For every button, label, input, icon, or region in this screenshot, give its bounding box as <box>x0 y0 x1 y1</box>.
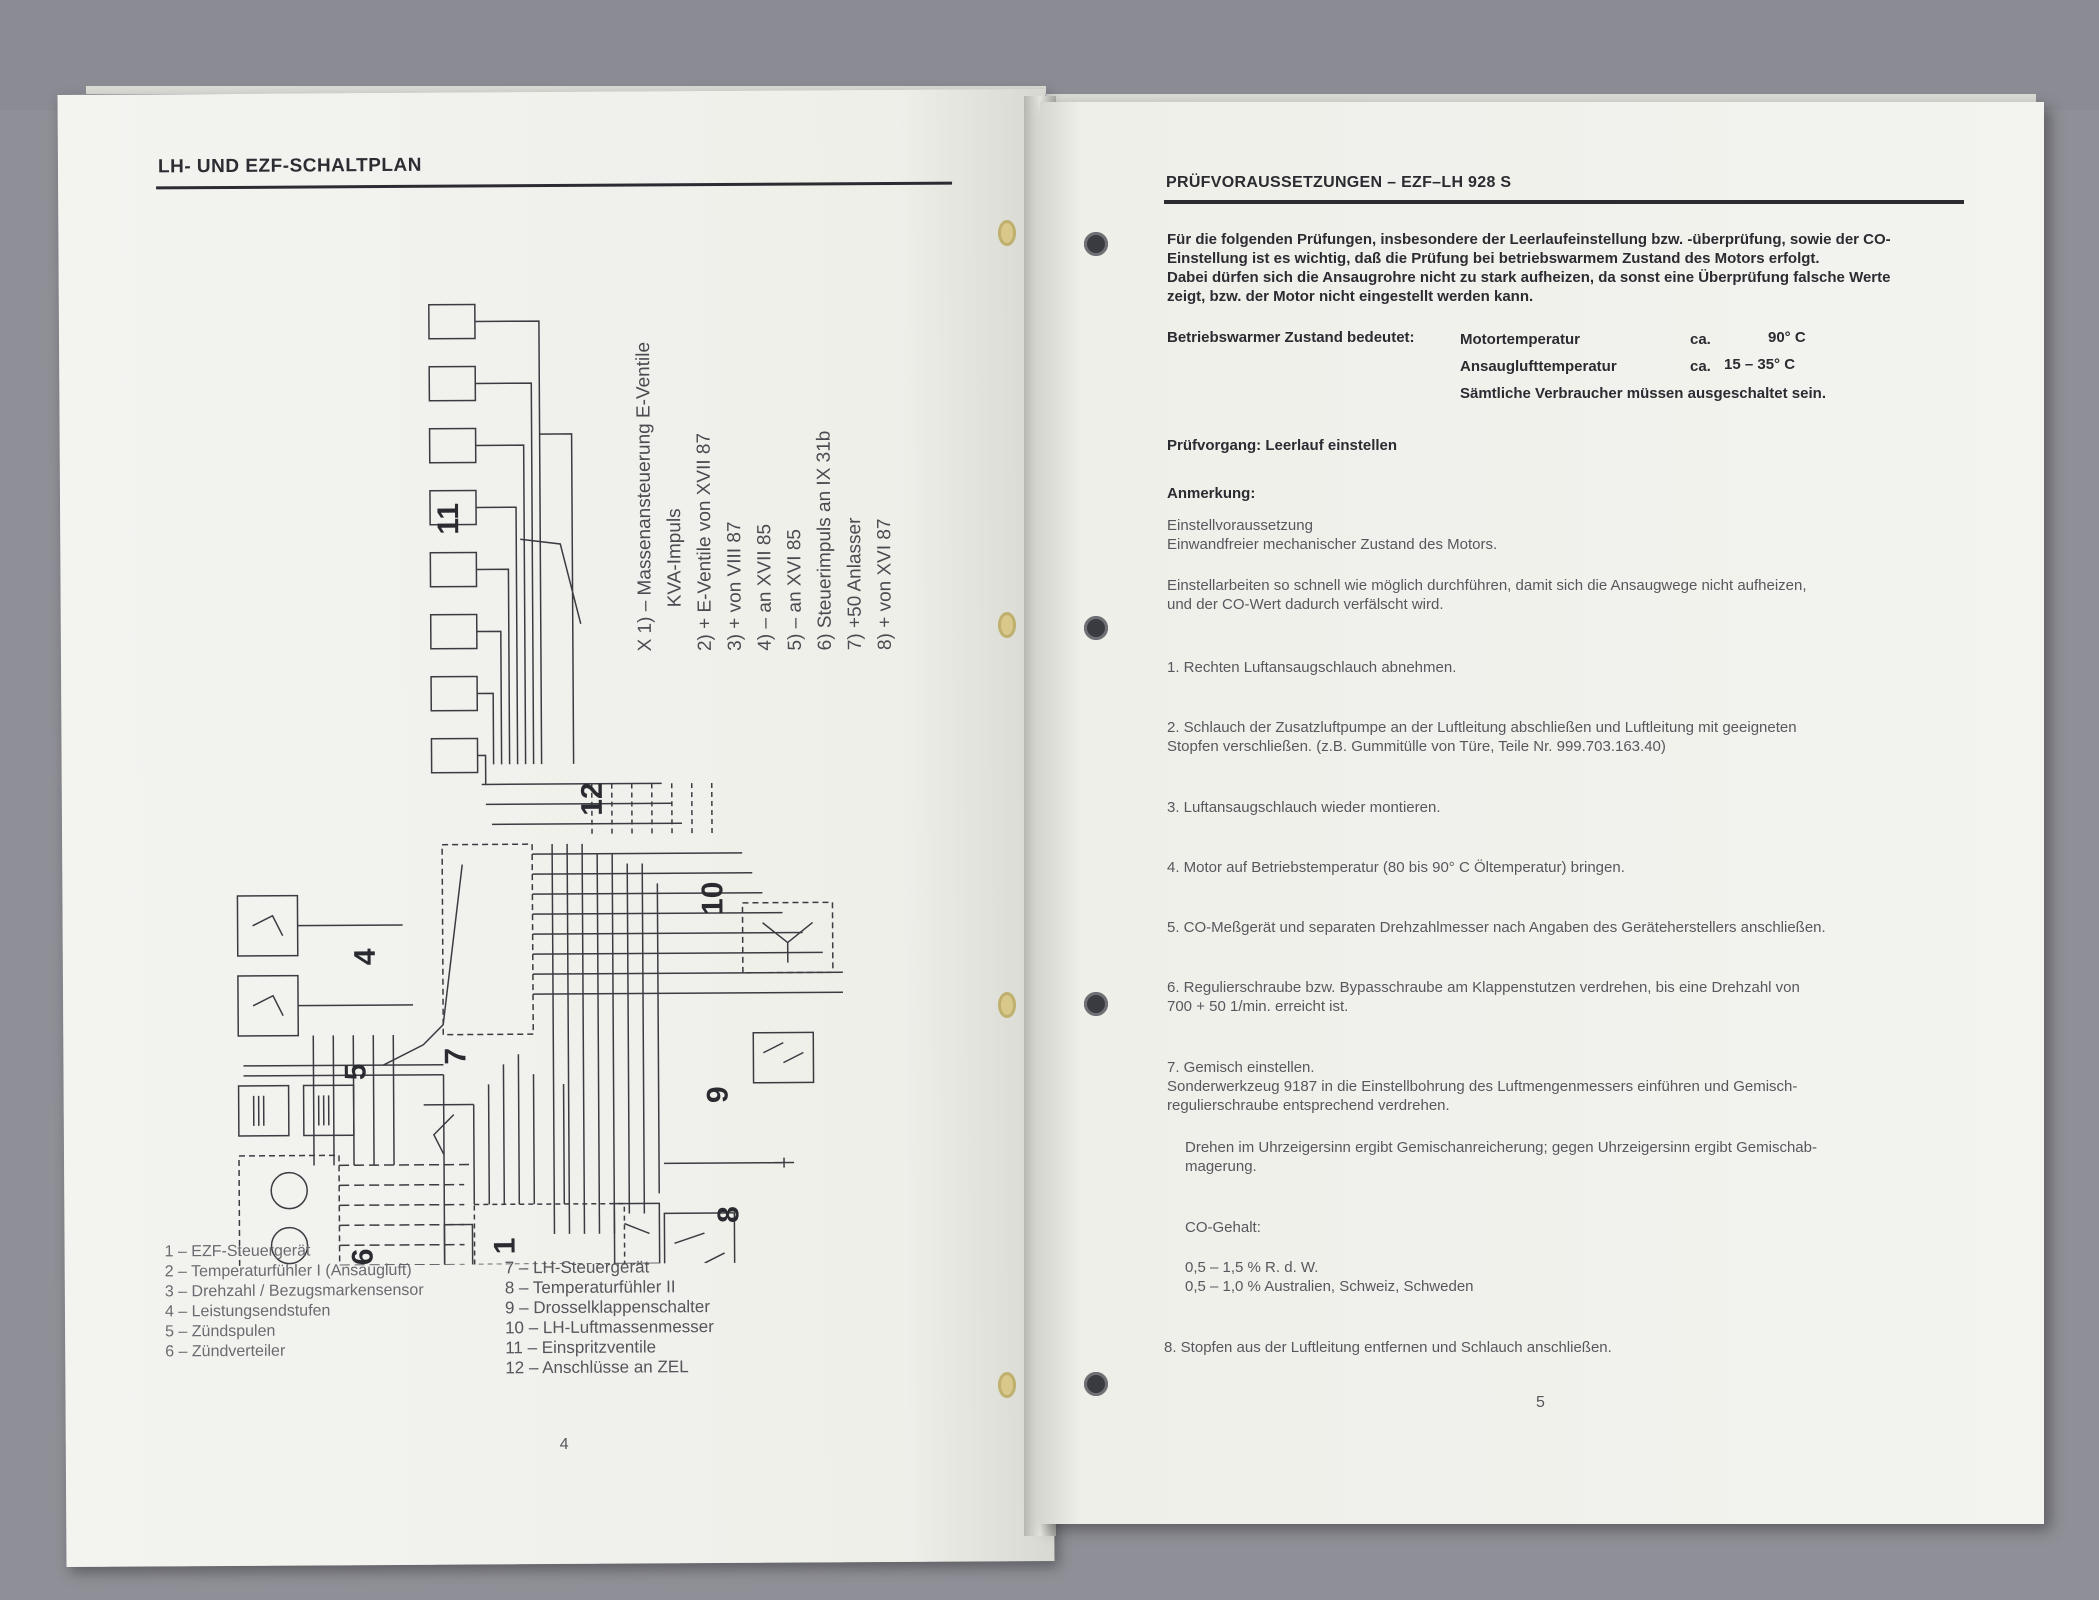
binder-hole <box>1084 1372 1108 1396</box>
pinout-line: 5) – an XVI 85 <box>784 529 806 651</box>
step: 8. Stopfen aus der Luftleitung entfernen und Schlauch anschließen. <box>1164 1339 1612 1356</box>
legend-item: 10 – LH-Luftmassenmesser <box>504 1317 714 1338</box>
binder-hole <box>1084 232 1108 256</box>
header-rule <box>1164 200 1964 204</box>
pinout-line: 6) Steuerimpuls an IX 31b <box>813 430 836 651</box>
condition-ca: ca. <box>1690 358 1711 375</box>
legend-item: 5 – Zündspulen <box>165 1322 276 1341</box>
legend-item: 1 – EZF-Steuergerät <box>164 1242 311 1261</box>
binder-hole <box>998 612 1016 638</box>
step: 2. Schlauch der Zusatzluftpumpe an der Luftleitung abschließen und Luftleitung mit geeigneten Stopfen verschließen. (z.B. Gummitülle von Türe, Teile Nr. 999.703.163.40) <box>1167 719 1797 755</box>
step: 1. Rechten Luftansaugschlauch abnehmen. <box>1167 659 1457 676</box>
pinout-line: 7) +50 Anlasser <box>844 517 866 651</box>
step: 5. CO-Meßgerät und separaten Drehzahlmesser nach Angaben des Geräteherstellers anschließen. <box>1167 919 1826 936</box>
condition-value: 15 – 35° C <box>1724 356 1796 373</box>
co-values: 0,5 – 1,5 % R. d. W. 0,5 – 1,0 % Australien, Schweiz, Schweden <box>1185 1259 1474 1295</box>
condition-ca: ca. <box>1690 331 1711 348</box>
page-header: LH- UND EZF-SCHALTPLAN <box>157 154 422 178</box>
right-page <box>1040 102 2044 1524</box>
binder-hole <box>998 220 1016 246</box>
legend-left <box>165 1241 425 1363</box>
legend-item: 4 – Leistungsendstufen <box>164 1302 331 1321</box>
co-label: CO-Gehalt: <box>1185 1219 1261 1236</box>
injector-boxes <box>429 304 478 772</box>
step-note: Drehen im Uhrzeigersinn ergibt Gemischanreicherung; gegen Uhrzeigersinn ergibt Gemischab- magerung. <box>1185 1139 1817 1175</box>
legend-item: 2 – Temperaturfühler I (Ansaugluft) <box>164 1261 412 1281</box>
page-stack-edge <box>1046 94 2036 102</box>
callout-7: 7 <box>439 1047 473 1065</box>
pinout-line: X 1) – Massenansteuerung E-Ventile <box>633 341 656 652</box>
remark-label: Anmerkung: <box>1167 485 1256 502</box>
callout-6: 6 <box>346 1248 380 1266</box>
callout-5: 5 <box>339 1063 373 1081</box>
callout-11: 11 <box>432 502 466 535</box>
intro-text: Für die folgenden Prüfungen, insbesondere der Leerlaufeinstellung bzw. -überprüfung, sowie der CO- Einstellung ist es wichtig, daß die Prüfung bei betriebswarmem Zustand des Motors erfolgt. Dabei dürfen sich die Ansaugrohre nicht zu stark aufheizen, da sonst eine Überprüfung falsche Werte zeigt, bzw. der Motor nicht eingestellt werden kann. <box>1167 231 1891 305</box>
condition-label: Betriebswarmer Zustand bedeutet: <box>1167 329 1415 346</box>
step: 4. Motor auf Betriebstemperatur (80 bis 90° C Öltemperatur) bringen. <box>1167 859 1625 876</box>
condition-name: Motortemperatur <box>1460 331 1581 348</box>
procedure-title: Prüfvorgang: Leerlauf einstellen <box>1167 437 1398 454</box>
binder-hole <box>1084 992 1108 1016</box>
legend-right <box>505 1257 715 1378</box>
binder-hole <box>998 1372 1016 1398</box>
page-number: 4 <box>559 1435 569 1453</box>
legend-item: 8 – Temperaturfühler II <box>504 1277 676 1298</box>
header-rule <box>156 182 952 190</box>
step: 7. Gemisch einstellen. Sonderwerkzeug 9187 in die Einstellbohrung des Luftmengenmessers einführen und Gemisch- regulierschraube entsprechend verdrehen. <box>1167 1059 1798 1114</box>
condition-note: Sämtliche Verbraucher müssen ausgeschaltet sein. <box>1460 385 1826 402</box>
legend-item: 3 – Drehzahl / Bezugsmarkensensor <box>164 1281 424 1301</box>
pinout-line: 3) + von VIII 87 <box>724 521 746 651</box>
page-header: PRÜFVORAUSSETZUNGEN – EZF–LH 928 S <box>1166 174 1512 191</box>
pinout-line: 2) + E-Ventile von XVII 87 <box>693 432 716 652</box>
legend-item: 6 – Zündverteiler <box>165 1342 286 1361</box>
pinout-line: KVA-Impuls <box>664 508 686 608</box>
callout-12: 12 <box>575 782 609 816</box>
page-number: 5 <box>1536 1394 1545 1411</box>
callout-4: 4 <box>348 948 382 966</box>
legend-item: 11 – Einspritzventile <box>505 1337 657 1358</box>
legend-item: 7 – LH-Steuergerät <box>504 1257 650 1278</box>
callout-9: 9 <box>701 1086 735 1104</box>
remark-text: Einstellarbeiten so schnell wie möglich durchführen, damit sich die Ansaugwege nicht aufheizen, und der CO-Wert dadurch verfälscht wird. <box>1167 577 1807 613</box>
left-page <box>58 89 1055 1567</box>
callout-8: 8 <box>712 1206 746 1224</box>
pinout-line: 4) – an XVII 85 <box>754 523 776 651</box>
step: 6. Regulierschraube bzw. Bypasschraube am Klappenstutzen verdrehen, bis eine Drehzahl von 700 + 50 1/min. erreicht ist. <box>1167 979 1800 1015</box>
legend-item: 12 – Anschlüsse an ZEL <box>505 1357 689 1378</box>
callout-1: 1 <box>488 1237 522 1255</box>
binder-hole <box>998 992 1016 1018</box>
pinout-list <box>629 270 901 652</box>
callout-10: 10 <box>696 881 730 916</box>
legend-item: 9 – Drosselklappenschalter <box>504 1297 711 1318</box>
binder-hole <box>1084 616 1108 640</box>
condition-name: Ansauglufttemperatur <box>1460 358 1617 375</box>
pinout-line: 8) + von XVI 87 <box>874 518 896 651</box>
remark-text: Einstellvoraussetzung Einwandfreier mechanischer Zustand des Motors. <box>1167 517 1498 553</box>
condition-value: 90° C <box>1768 329 1806 346</box>
step: 3. Luftansaugschlauch wieder montieren. <box>1167 799 1441 816</box>
